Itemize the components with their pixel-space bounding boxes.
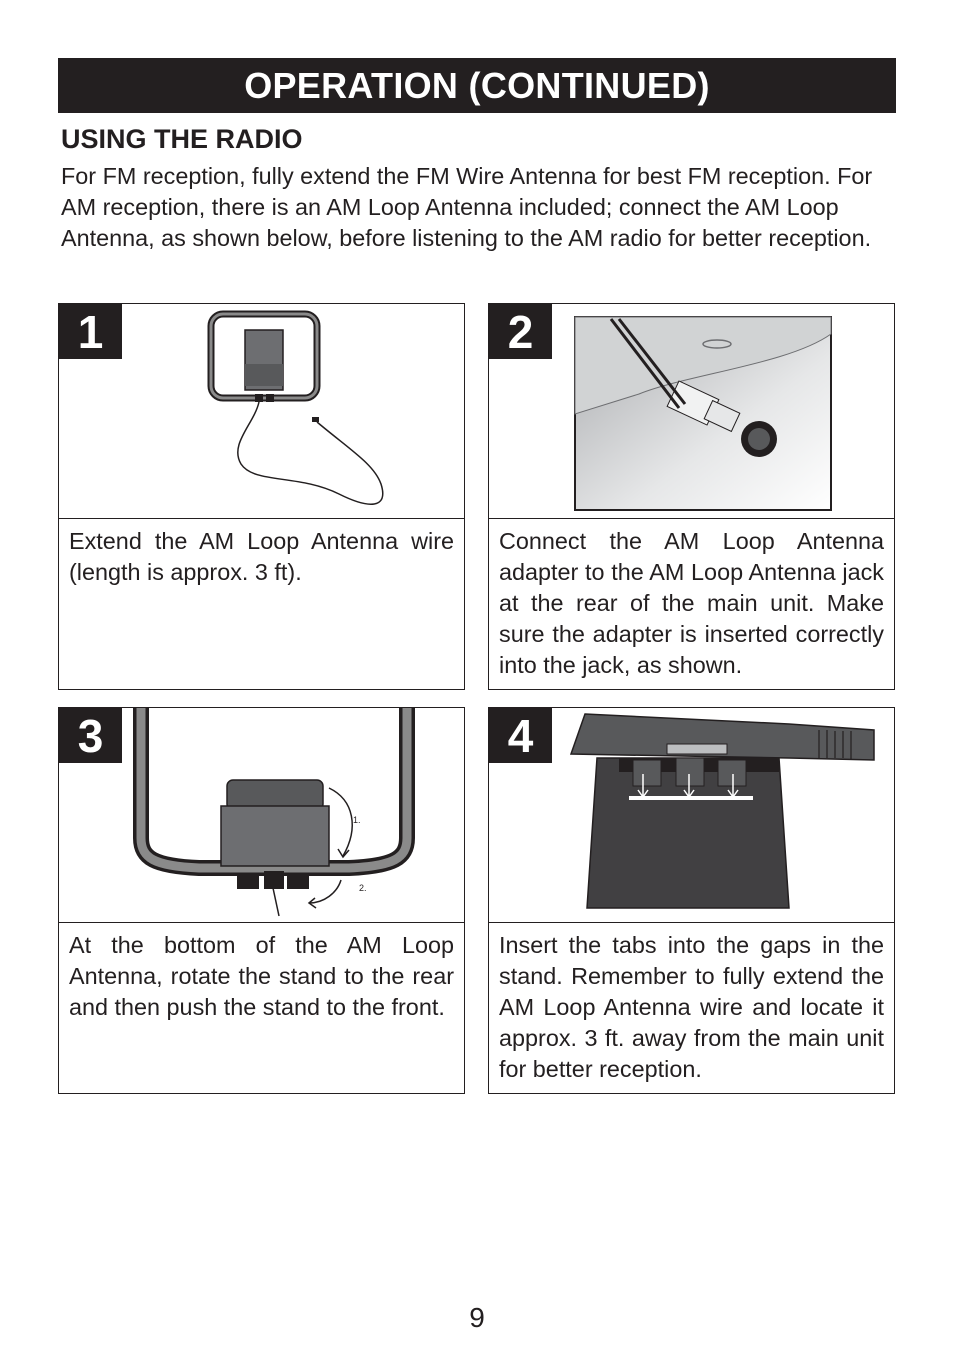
- step-1-illustration: [59, 304, 464, 519]
- step-2-illustration: [489, 304, 894, 519]
- step-number-badge: 1: [59, 304, 122, 359]
- step-panel-1: [58, 303, 465, 690]
- step-number-badge: 3: [59, 708, 122, 763]
- step-caption: Connect the AM Loop Antenna adapter to the AM Loop Antenna jack at the rear of the main unit. Make sure the adapter is inserted correctly into the jack, as shown.: [499, 528, 884, 678]
- step-panel-3: [58, 707, 465, 1094]
- push-step-label: 2.: [359, 883, 367, 893]
- step-panel-4: [488, 707, 895, 1094]
- step-caption: Insert the tabs into the gaps in the stand. Remember to fully extend the AM Loop Antenna wire and locate it approx. 3 ft. away from the main unit for better reception.: [499, 932, 884, 1082]
- step-caption: At the bottom of the AM Loop Antenna, rotate the stand to the rear and then push the stand to the front.: [69, 932, 454, 1020]
- step-4-illustration: [489, 708, 894, 923]
- rotate-step-label: 1.: [353, 815, 361, 825]
- page-header-banner: OPERATION (CONTINUED): [58, 58, 896, 113]
- page-number: 9: [469, 1302, 485, 1333]
- step-3-illustration: [59, 708, 464, 923]
- step-number-badge: 4: [489, 708, 552, 763]
- step-caption: Extend the AM Loop Antenna wire (length is approx. 3 ft).: [69, 528, 454, 585]
- step-panel-2: [488, 303, 895, 690]
- intro-paragraph: For FM reception, fully extend the FM Wire Antenna for best FM reception. For AM reception, there is an AM Loop Antenna included; connect the AM Loop Antenna, as shown below, before listening to the AM radio for better reception.: [61, 163, 873, 251]
- step-number-badge: 2: [489, 304, 552, 359]
- section-title: USING THE RADIO: [61, 124, 303, 154]
